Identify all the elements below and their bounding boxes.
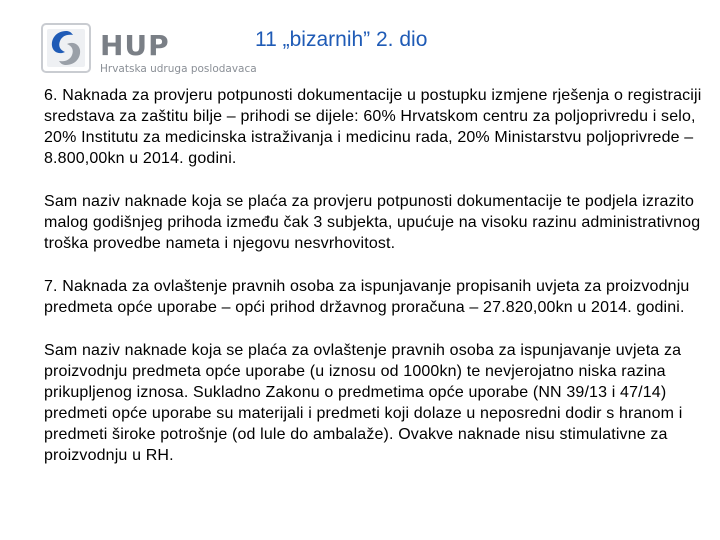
logo-name: HUP	[100, 29, 170, 62]
hup-logo	[40, 22, 260, 78]
paragraph-item-7: 7. Naknada za ovlaštenje pravnih osoba za ispunjavanje propisanih uvjeta za proizvodnju predmeta opće uporabe – opći prihod državnog proračuna – 27.820,00kn u 2014. godini.	[44, 278, 690, 316]
paragraph-comment-6: Sam naziv naknade koja se plaća za provjeru potpunosti dokumentacije te podjela izrazito malog godišnjeg prihoda između čak 3 subjekta, upućuje na visoku razinu administrativnog troška provedbe nameta i njegovu nesvrhovitost.	[44, 193, 701, 252]
paragraph-comment-7: Sam naziv naknade koja se plaća za ovlaštenje pravnih osoba za ispunjavanje uvjeta za proizvodnju predmeta opće uporabe (u iznosu od 1000kn) te nevjerojatno niska razina prikupljenog iznosa. Sukladno Zakonu o predmetima opće uporabe (NN 39/13 i 47/14) predmeti opće uporabe su materijali i predmeti koji dolaze u neposredni dodir s hranom i predmeti široke potrošnje (od lule do ambalaže). Ovakve naknade nisu stimulativne za proizvodnju u RH.	[44, 342, 683, 464]
logo-subtitle: Hrvatska udruga poslodavaca	[100, 63, 257, 75]
paragraph-item-6: 6. Naknada za provjeru potpunosti dokumentacije u postupku izmjene rješenja o registraciji sredstava za zaštitu bilje – prihodi se dijele: 60% Hrvatskom centru za poljoprivredu i selo, 20% Institutu za medicinska istraživanja i medicinu rada, 20% Ministarstvu poljoprivrede – 8.800,00kn u 2014. godini.	[44, 87, 702, 167]
hup-logo-icon	[40, 22, 92, 74]
slide-title: 11 „bizarnih” 2. dio	[255, 28, 428, 51]
slide-body	[44, 85, 708, 488]
